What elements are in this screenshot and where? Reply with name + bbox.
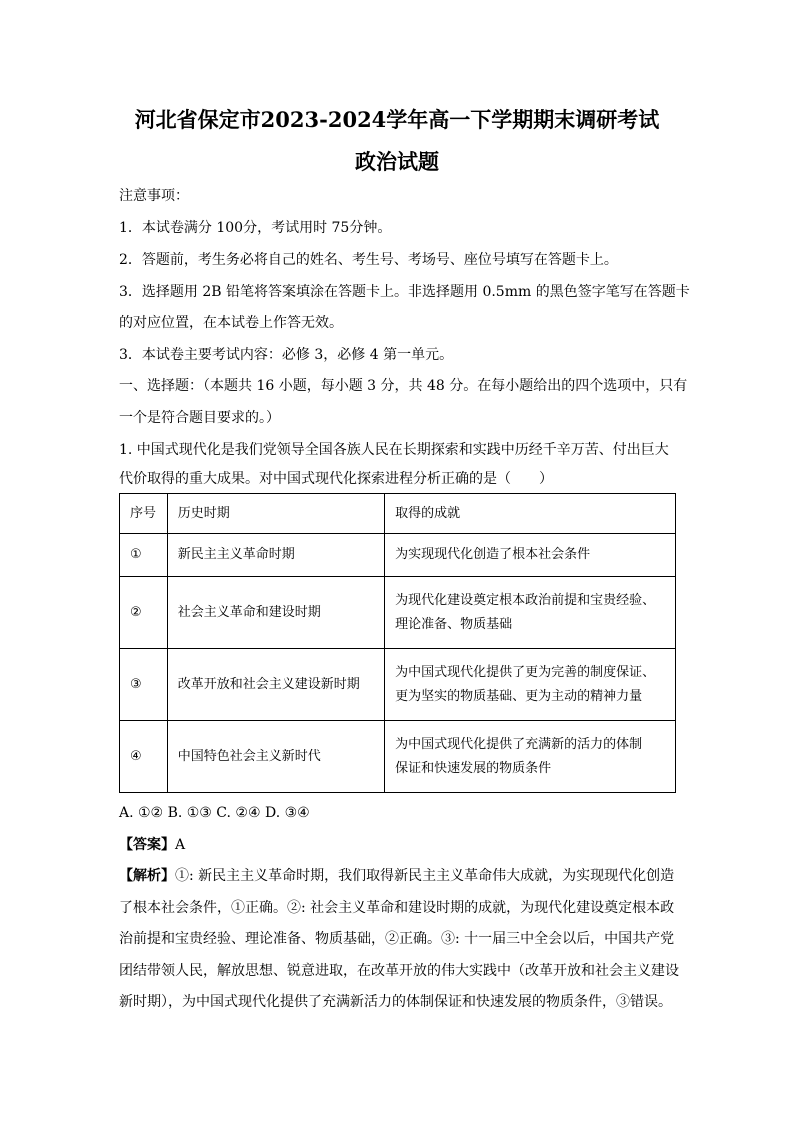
analysis-label: 【解析】 (119, 868, 175, 884)
row-achievement (385, 721, 676, 793)
table-row (120, 721, 676, 793)
exam-subtitle: 政治试题 (355, 149, 439, 174)
table-row (120, 534, 676, 577)
row-number: ① (120, 534, 168, 577)
analysis-text: 新时期），为中国式现代化提供了充满新活力的体制保证和快速发展的物质条件，③错误。 (119, 994, 672, 1010)
row-achievement (385, 534, 676, 577)
note-item: 2．答题前，考生务必将自己的姓名、考生号、考场号、座位号填写在答题卡上。 (119, 252, 618, 268)
note-item: 的对应位置，在本试卷上作答无效。 (119, 315, 343, 331)
note-item: 1．本试卷满分 100分，考试用时 75分钟。 (119, 220, 392, 236)
answer-options: A. ①② B. ①③ C. ②④ D. ③④ (119, 805, 310, 821)
achievement-line: 为中国式现代化提供了更为完善的制度保证、 (395, 664, 656, 680)
table-row (120, 649, 676, 721)
analysis-text: 团结带领人民，解放思想、锐意进取，在改革开放的伟大实践中（改革开放和社会主义建设 (119, 963, 679, 979)
answer-label: 【答案】 (119, 837, 175, 853)
answer-line (119, 835, 679, 855)
analysis-line (119, 866, 679, 886)
row-achievement (385, 649, 676, 721)
analysis-text: 了根本社会条件，①正确。②: 社会主义革命和建设时期的成就，为现代化建设奠定根本政 (119, 900, 675, 916)
row-number: ③ (120, 649, 168, 721)
table-header-row (120, 494, 676, 534)
question-stem: 1. 中国式现代化是我们党领导全国各族人民在长期探索和实践中历经千辛万苦、付出巨大 (119, 442, 669, 458)
achievement-line: 为中国式现代化提供了充满新的活力的体制 (395, 736, 643, 752)
question-table (119, 493, 676, 793)
analysis-text: 治前提和宝贵经验、理论准备、物质基础，②正确。③: 十一届三中全会以后，中国共产党 (119, 931, 675, 947)
table-row (120, 577, 676, 649)
answer-value: A (175, 837, 186, 853)
achievement-line: 理论准备、物质基础 (395, 616, 513, 632)
note-item: 3．选择题用 2B 铅笔将答案填涂在答题卡上。非选择题用 0.5mm 的黑色签字笔写在答题卡 (119, 284, 690, 300)
notes-heading: 注意事项： (119, 188, 189, 204)
analysis-text: ①: 新民主主义革命时期，我们取得新民主主义革命伟大成就，为实现现代化创造 (175, 868, 675, 884)
achievement-line: 更为坚实的物质基础、更为主动的精神力量 (395, 688, 643, 704)
row-period: 新民主主义革命时期 (167, 534, 384, 577)
note-item: 3．本试卷主要考试内容：必修 3，必修 4 第一单元。 (119, 347, 454, 363)
row-period: 改革开放和社会主义建设新时期 (167, 649, 384, 721)
row-period: 社会主义革命和建设时期 (167, 577, 384, 649)
table-header-cell: 序号 (120, 494, 168, 534)
table-header-cell: 取得的成就 (385, 494, 676, 534)
achievement-line: 为实现现代化创造了根本社会条件 (395, 547, 591, 562)
row-number: ④ (120, 721, 168, 793)
row-number: ② (120, 577, 168, 649)
exam-title: 河北省保定市2023-2024学年高一下学期期末调研考试 (134, 107, 660, 132)
table-header-cell: 历史时期 (167, 494, 384, 534)
achievement-line: 保证和快速发展的物质条件 (395, 760, 552, 776)
row-achievement (385, 577, 676, 649)
question-stem-cont: 代价取得的重大成果。对中国式现代化探索进程分析正确的是（ ） (119, 471, 553, 487)
achievement-line: 为现代化建设奠定根本政治前提和宝贵经验、 (395, 592, 656, 608)
row-period: 中国特色社会主义新时代 (167, 721, 384, 793)
section-heading-cont: 一个是符合题目要求的。） (119, 410, 280, 426)
section-heading: 一、选择题：（本题共 16 小题，每小题 3 分，共 48 分。在每小题给出的四个选项中，只有 (119, 378, 688, 394)
